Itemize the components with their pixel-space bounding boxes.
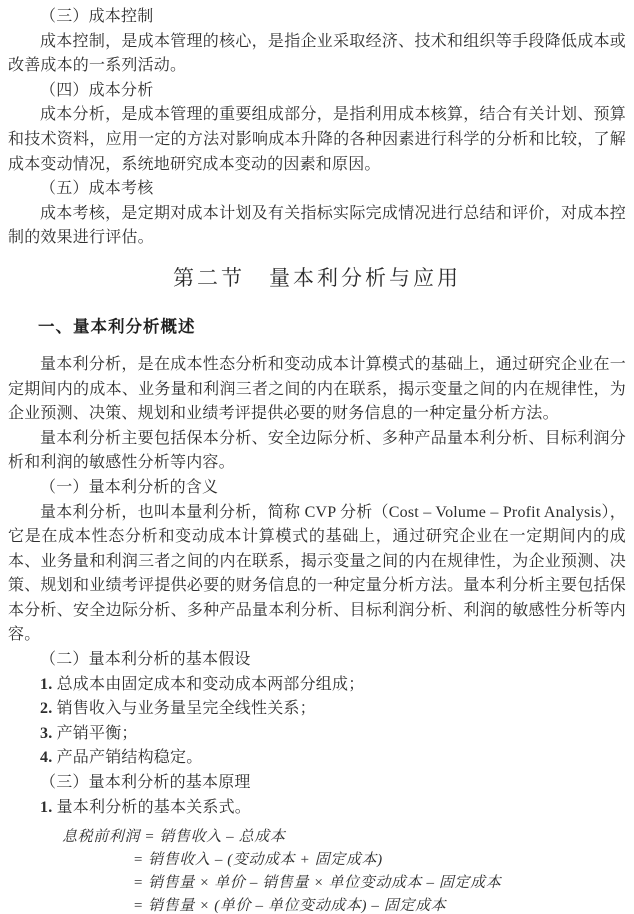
list-item-number: 1. [40,675,53,693]
paragraph-cvp-meaning: 量本利分析，也叫本量利分析，简称 CVP 分析（Cost – Volume – Profit Analysis），它是在成本性态分析和变动成本计算模式的基础上，通过研究企业在一定期间内的成本、业务量和利润三者之间的内在联系，揭示变量之间的内在规律性，为企业预测、决策、规划和业绩考评提供必要的财务信息的一种定量分析方法。量本利分析主要包括保本分析、安全边际分析、多种产品量本利分析、目标利润分析、利润的敏感性分析等内容。 [8,503,626,644]
section-title: 第二节 量本利分析与应用 [173,265,461,290]
subheading-cost-analysis: （四）成本分析 [40,81,154,99]
list-item-text: 产销平衡； [56,724,138,742]
subheading-cost-control: （三）成本控制 [40,8,154,25]
list-item-assumption-4 [8,746,626,771]
subheading-cvp-meaning: （一）量本利分析的含义 [40,478,219,496]
formula-line-1: 息税前利润 = 销售收入 – 总成本 [62,829,286,846]
list-item-text: 销售收入与业务量呈完全线性关系； [56,700,316,718]
paragraph-cvp-scope: 量本利分析主要包括保本分析、安全边际分析、多种产品量本利分析、目标利润分析和利润的敏感性分析等内容。 [8,429,626,472]
formula-block [8,826,626,914]
formula-line-4: = 销售量 × (单价 – 单位变动成本) – 固定成本 [133,898,447,914]
subheading-cvp-principle: （三）量本利分析的基本原理 [40,774,251,792]
paragraph-cvp-definition: 量本利分析，是在成本性态分析和变动成本计算模式的基础上，通过研究企业在一定期间内的成本、业务量和利润三者之间的内在联系，揭示变量之间的内在规律性，为企业预测、决策、规划和业绩考评提供必要的财务信息的一种定量分析方法。 [8,355,626,423]
paragraph-cost-control: 成本控制，是成本管理的核心，是指企业采取经济、技术和组织等手段降低成本或改善成本的一系列活动。 [8,32,626,75]
list-item-number: 1. [40,798,53,816]
list-item-assumption-1 [8,673,626,698]
list-item-number: 3. [40,724,53,742]
list-item-basic-relation [8,796,626,821]
list-item-number: 2. [40,700,53,718]
list-item-text: 总成本由固定成本和变动成本两部分组成； [56,675,365,693]
list-item-number: 4. [40,749,53,767]
subheading-cost-assessment: （五）成本考核 [40,180,154,198]
formula-line-2: = 销售收入 – (变动成本 + 固定成本) [133,852,383,869]
formula-line-3: = 销售量 × 单价 – 销售量 × 单位变动成本 – 固定成本 [133,875,502,892]
list-item-text: 产品产销结构稳定。 [56,749,203,767]
list-item-assumption-2 [8,697,626,722]
subheading-cvp-assumptions: （二）量本利分析的基本假设 [40,651,251,669]
list-item-assumption-3 [8,722,626,747]
paragraph-cost-analysis: 成本分析，是成本管理的重要组成部分，是指利用成本核算，结合有关计划、预算和技术资料，应用一定的方法对影响成本升降的各种因素进行科学的分析和比较，了解成本变动情况，系统地研究成本变动的因素和原因。 [8,106,626,173]
paragraph-cost-assessment: 成本考核，是定期对成本计划及有关指标实际完成情况进行总结和评价，对成本控制的效果进行评估。 [8,204,626,247]
section-heading-overview: 一、量本利分析概述 [38,317,196,336]
list-item-text: 量本利分析的基本关系式。 [56,798,252,816]
